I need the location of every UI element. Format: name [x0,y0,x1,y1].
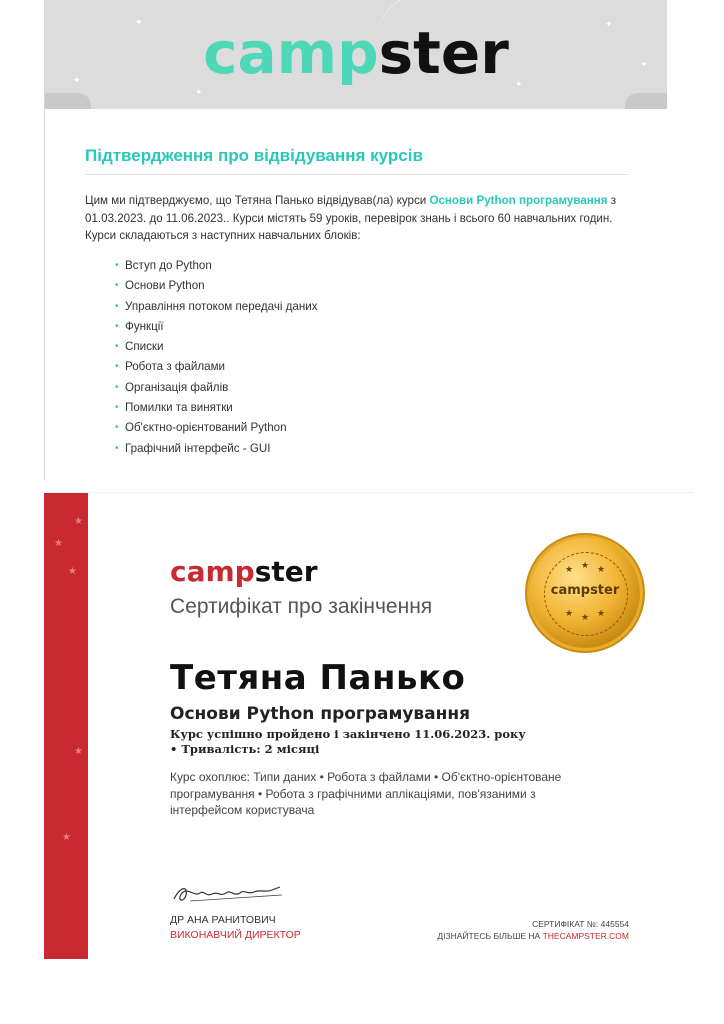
block-label: Основи Python [125,279,205,293]
star-icon: ★ [581,560,590,570]
cloud-shape [625,93,667,109]
star-icon: ✦ [515,79,523,89]
certificate-title: Сертифікат про закінчення [170,595,433,618]
star-icon: ★ [68,566,77,577]
paragraph-text: Цим ми підтверджуємо, що Тетяна Панько відвідував(ла) курси [85,194,430,207]
bullet-icon: • [115,402,119,414]
star-icon: ✦ [195,87,203,97]
bullet-icon: • [115,280,119,292]
bullet-icon: • [115,300,119,312]
learn-more-line [437,931,629,941]
signature-image [170,879,290,907]
header-banner [45,0,667,109]
list-item [115,398,318,418]
gold-seal-badge [530,538,640,648]
block-label: Функції [125,319,164,333]
star-icon: ★ [597,608,606,618]
block-label: Управління потоком передачі даних [125,299,318,313]
block-label: Списки [125,340,164,354]
confirmation-heading: Підтвердження про відвідування курсів [85,146,423,165]
website-link[interactable]: THECAMPSTER.COM [542,931,629,941]
star-icon: ✦ [640,59,648,69]
list-item [115,357,318,377]
bullet-icon: • [115,320,119,332]
campster-logo [45,18,667,88]
course-name-highlight: Основи Python програмування [429,194,608,207]
list-item [115,337,318,357]
completion-statement: Курс успішно пройдено і закінчено 11.06.2023. року • Тривалість: 2 місяці [170,727,526,756]
block-label: Вступ до Python [125,259,212,272]
signer-name: ДР АНА РАНИТОВИЧ [170,914,276,926]
bullet-icon: • [115,260,119,271]
star-icon: ✦ [135,17,143,27]
heading-divider [85,174,629,175]
logo-part-camp: camp [170,555,255,588]
seal-label: campster [550,583,620,598]
star-icon: ★ [54,538,63,549]
star-icon: ★ [597,564,606,574]
list-item [115,256,318,276]
list-item [115,317,318,337]
list-item [115,276,318,296]
course-title: Основи Python програмування [170,704,471,724]
star-icon: ✦ [605,19,613,29]
attendance-confirmation [44,0,667,480]
star-icon: ★ [581,612,590,622]
star-icon: ★ [74,746,83,757]
bullet-icon: • [115,422,119,434]
star-icon: ★ [62,832,71,843]
logo-part-ster: ster [254,555,318,588]
list-item [115,297,318,317]
logo-part-ster: ster [378,19,509,87]
cloud-shape [45,93,91,109]
logo-part-camp: camp [203,19,379,87]
list-item [115,439,318,459]
block-label: Об'єктно-орієнтований Python [125,421,287,435]
bullet-icon: • [115,442,119,454]
paragraph-text: з 01.03.2023. до 11.06.2023.. Курси містять 59 уроків, перевірок знань і всього 60 навчальних годин. Курси складаються з наступних навчальних блоків: [85,194,617,242]
block-label: Помилки та винятки [125,401,233,415]
learn-more-text: ДІЗНАЙТЕСЬ БІЛЬШЕ НА [437,931,543,941]
course-coverage: Курс охоплює: Типи даних • Робота з файлами • Об'єктно-орієнтоване програмування • Робота з графічними аплікаціями, пов'язаними з інтерфейсом користувача [170,770,562,817]
block-label: Організація файлів [125,380,229,394]
completion-certificate [44,492,694,959]
recipient-name: Тетяна Панько [170,658,466,698]
certificate-logo [170,555,318,589]
signer-role: ВИКОНАВЧИЙ ДИРЕКТОР [170,929,301,941]
star-icon: ★ [565,608,574,618]
certificate-side-bar [44,493,88,959]
block-label: Графічний інтерфейс - GUI [125,441,271,455]
block-label: Робота з файлами [125,360,226,374]
star-icon: ★ [565,564,574,574]
list-item [115,378,318,398]
star-icon: ✦ [73,75,81,85]
star-icon: ★ [74,516,83,527]
certificate-number: СЕРТИФІКАТ №: 445554 [532,919,629,929]
course-blocks-list [115,256,318,459]
bullet-icon: • [115,381,119,393]
bullet-icon: • [115,341,119,353]
list-item [115,418,318,438]
bullet-icon: • [115,361,119,373]
confirmation-paragraph [85,192,635,245]
